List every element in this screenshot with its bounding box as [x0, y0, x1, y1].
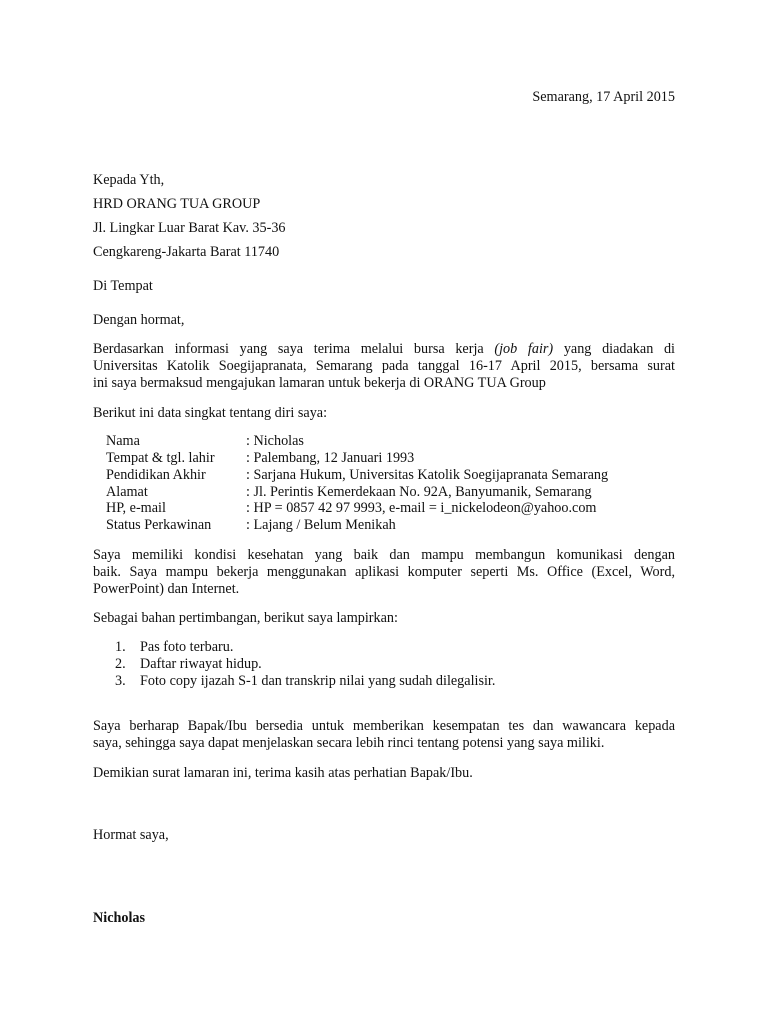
attachments-intro: Sebagai bahan pertimbangan, berikut saya lampirkan:	[93, 610, 398, 626]
recipient-address-2: Cengkareng-Jakarta Barat 11740	[93, 244, 280, 260]
list-text: Pas foto terbaru.	[140, 639, 234, 655]
list-number: 3.	[115, 673, 126, 689]
data-value: : HP = 0857 42 97 9993, e-mail = i_nickelodeon@yahoo.com	[246, 500, 597, 516]
data-label: Alamat	[106, 484, 148, 500]
list-text: Daftar riwayat hidup.	[140, 656, 262, 672]
skills-line-3: PowerPoint) dan Internet.	[93, 581, 240, 597]
data-label: HP, e-mail	[106, 500, 166, 516]
intro-line-2: Universitas Katolik Soegijapranata, Semarang pada tanggal 16-17 April 2015, bersama surat	[93, 358, 675, 374]
hope-line-1: Saya berharap Bapak/Ibu bersedia untuk memberikan kesempatan tes dan wawancara kepada	[93, 718, 675, 734]
data-label: Tempat & tgl. lahir	[106, 450, 215, 466]
data-value: : Sarjana Hukum, Universitas Katolik Soegijapranata Semarang	[246, 467, 609, 483]
job-fair-italic: (job fair)	[494, 341, 554, 357]
data-label: Pendidikan Akhir	[106, 467, 206, 483]
list-text: Foto copy ijazah S-1 dan transkrip nilai yang sudah dilegalisir.	[140, 673, 496, 689]
intro-line-1: Berdasarkan informasi yang saya terima melalui bursa kerja (job fair) yang diadakan di	[93, 341, 676, 357]
data-value: : Nicholas	[246, 433, 304, 449]
data-intro: Berikut ini data singkat tentang diri saya:	[93, 405, 328, 421]
recipient-address-1: Jl. Lingkar Luar Barat Kav. 35-36	[93, 220, 286, 236]
data-value: : Lajang / Belum Menikah	[246, 517, 396, 533]
data-label: Status Perkawinan	[106, 517, 212, 533]
data-value: : Palembang, 12 Januari 1993	[246, 450, 415, 466]
skills-line-1: Saya memiliki kondisi kesehatan yang baik dan mampu membangun komunikasi dengan	[93, 547, 675, 563]
recipient-company: HRD ORANG TUA GROUP	[93, 196, 261, 212]
intro-paragraph	[93, 341, 675, 392]
recipient-greeting: Kepada Yth,	[93, 172, 165, 188]
hope-line-2: saya, sehingga saya dapat menjelaskan secara lebih rinci tentang potensi yang saya miliki.	[93, 735, 605, 751]
skills-paragraph	[93, 547, 675, 598]
list-number: 2.	[115, 656, 126, 672]
recipient-place: Di Tempat	[93, 278, 153, 294]
data-value: : Jl. Perintis Kemerdekaan No. 92A, Banyumanik, Semarang	[246, 484, 592, 500]
closing: Hormat saya,	[93, 827, 169, 843]
closing-statement: Demikian surat lamaran ini, terima kasih atas perhatian Bapak/Ibu.	[93, 765, 473, 781]
salutation: Dengan hormat,	[93, 312, 185, 328]
data-label: Nama	[106, 433, 140, 449]
skills-line-2: baik. Saya mampu bekerja menggunakan aplikasi komputer seperti Ms. Office (Excel, Word,	[93, 564, 675, 580]
list-number: 1.	[115, 639, 126, 655]
date-line: Semarang, 17 April 2015	[532, 89, 675, 105]
intro-line-3: ini saya bermaksud mengajukan lamaran untuk bekerja di ORANG TUA Group	[93, 375, 546, 391]
hope-paragraph	[93, 718, 675, 752]
signature-name: Nicholas	[93, 910, 146, 926]
